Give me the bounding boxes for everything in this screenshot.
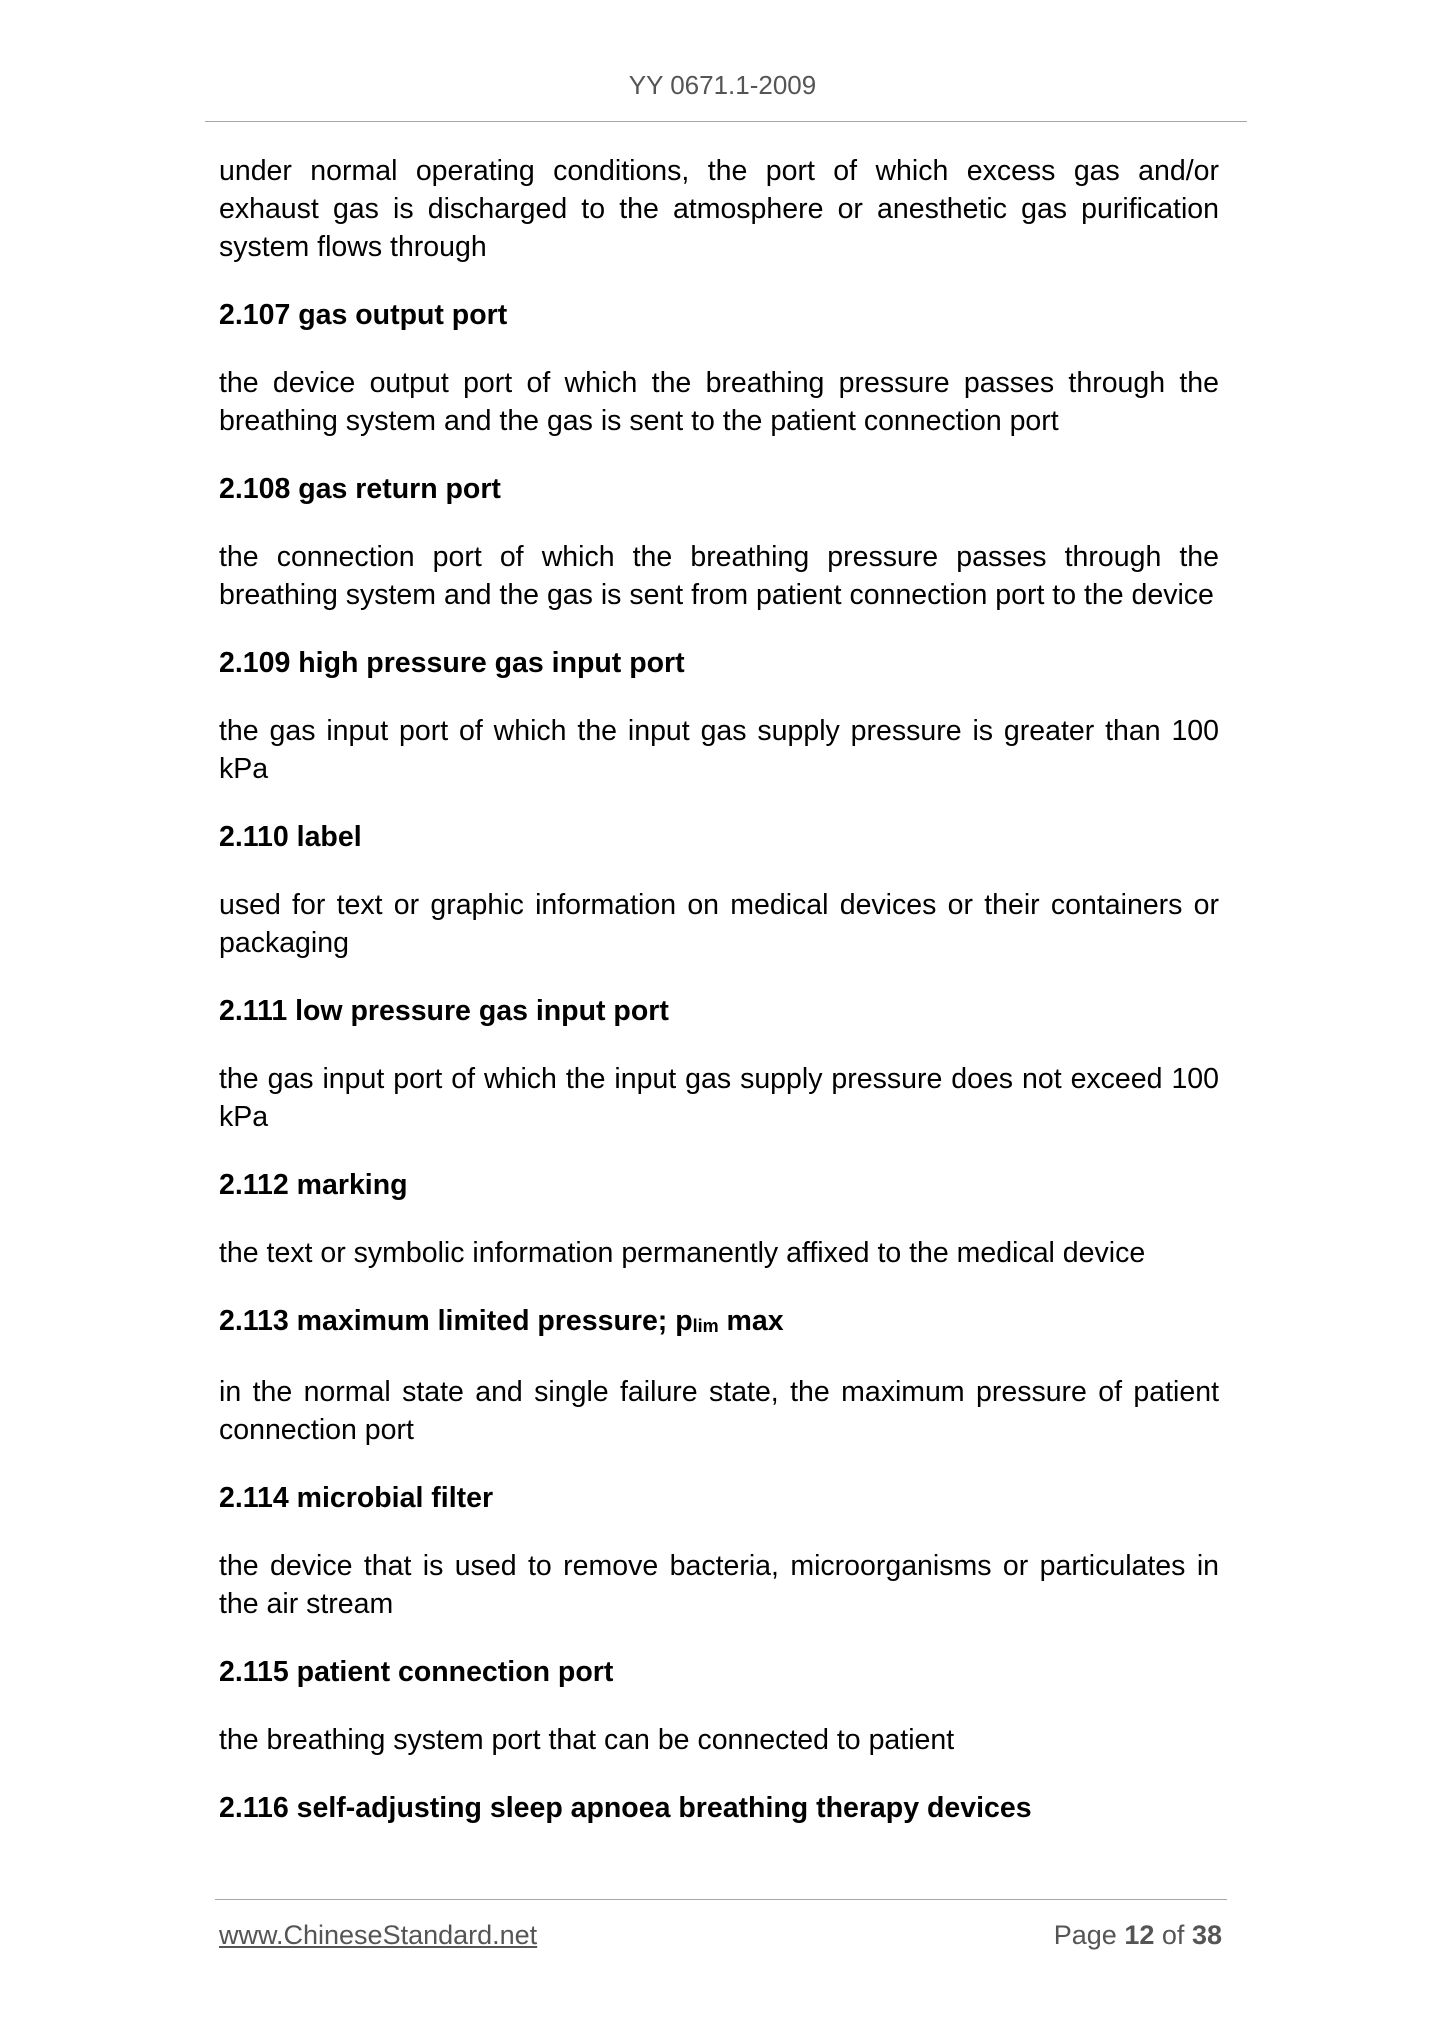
page-prefix: Page bbox=[1053, 1920, 1117, 1950]
footer-divider bbox=[215, 1899, 1227, 1900]
term-heading-2-114: 2.114 microbial filter bbox=[219, 1482, 494, 1514]
term-definition-2-110: used for text or graphic information on medical devices or their containers or packaging bbox=[219, 889, 1219, 959]
term-definition-2-108: the connection port of which the breathing pressure passes through the breathing system and the gas is sent from patient connection port to the device bbox=[219, 541, 1219, 611]
page-of: of bbox=[1161, 1920, 1185, 1950]
term-heading-2-109: 2.109 high pressure gas input port bbox=[219, 647, 685, 679]
term-heading-2-113-main: 2.113 maximum limited pressure; p bbox=[219, 1305, 693, 1337]
term-heading-2-113 bbox=[219, 1302, 1219, 1343]
page-total: 38 bbox=[1191, 1920, 1222, 1950]
document-header-title: YY 0671.1-2009 bbox=[628, 70, 817, 100]
term-definition-2-113: in the normal state and single failure state, the maximum pressure of patient connection port bbox=[219, 1376, 1219, 1446]
page-content bbox=[219, 152, 1219, 1857]
term-heading-2-113-suffix: max bbox=[718, 1305, 784, 1337]
term-heading-2-110: 2.110 label bbox=[219, 821, 362, 853]
intro-paragraph: under normal operating conditions, the port of which excess gas and/or exhaust gas is discharged to the atmosphere or anesthetic gas purification system flows through bbox=[219, 155, 1219, 263]
term-heading-2-107: 2.107 gas output port bbox=[219, 299, 508, 331]
term-definition-2-114: the device that is used to remove bacteria, microorganisms or particulates in the air stream bbox=[219, 1550, 1219, 1620]
term-heading-2-116: 2.116 self-adjusting sleep apnoea breathing therapy devices bbox=[219, 1792, 1032, 1824]
term-heading-2-108: 2.108 gas return port bbox=[219, 473, 501, 505]
term-definition-2-112: the text or symbolic information permanently affixed to the medical device bbox=[219, 1237, 1146, 1269]
page-indicator bbox=[1054, 1920, 1222, 1951]
term-heading-2-112: 2.112 marking bbox=[219, 1169, 408, 1201]
term-definition-2-111: the gas input port of which the input gas supply pressure does not exceed 100 kPa bbox=[219, 1063, 1219, 1133]
term-heading-2-113-subscript: lim bbox=[692, 1316, 719, 1336]
term-heading-2-111: 2.111 low pressure gas input port bbox=[219, 995, 669, 1027]
header-divider bbox=[205, 121, 1247, 122]
term-definition-2-109: the gas input port of which the input gas supply pressure is greater than 100 kPa bbox=[219, 715, 1219, 785]
term-definition-2-107: the device output port of which the breathing pressure passes through the breathing system and the gas is sent to the patient connection port bbox=[219, 367, 1219, 437]
website-link[interactable]: www.ChineseStandard.net bbox=[219, 1920, 538, 1950]
term-heading-2-115: 2.115 patient connection port bbox=[219, 1656, 614, 1688]
term-definition-2-115: the breathing system port that can be connected to patient bbox=[219, 1724, 955, 1756]
page-number: 12 bbox=[1124, 1920, 1155, 1950]
